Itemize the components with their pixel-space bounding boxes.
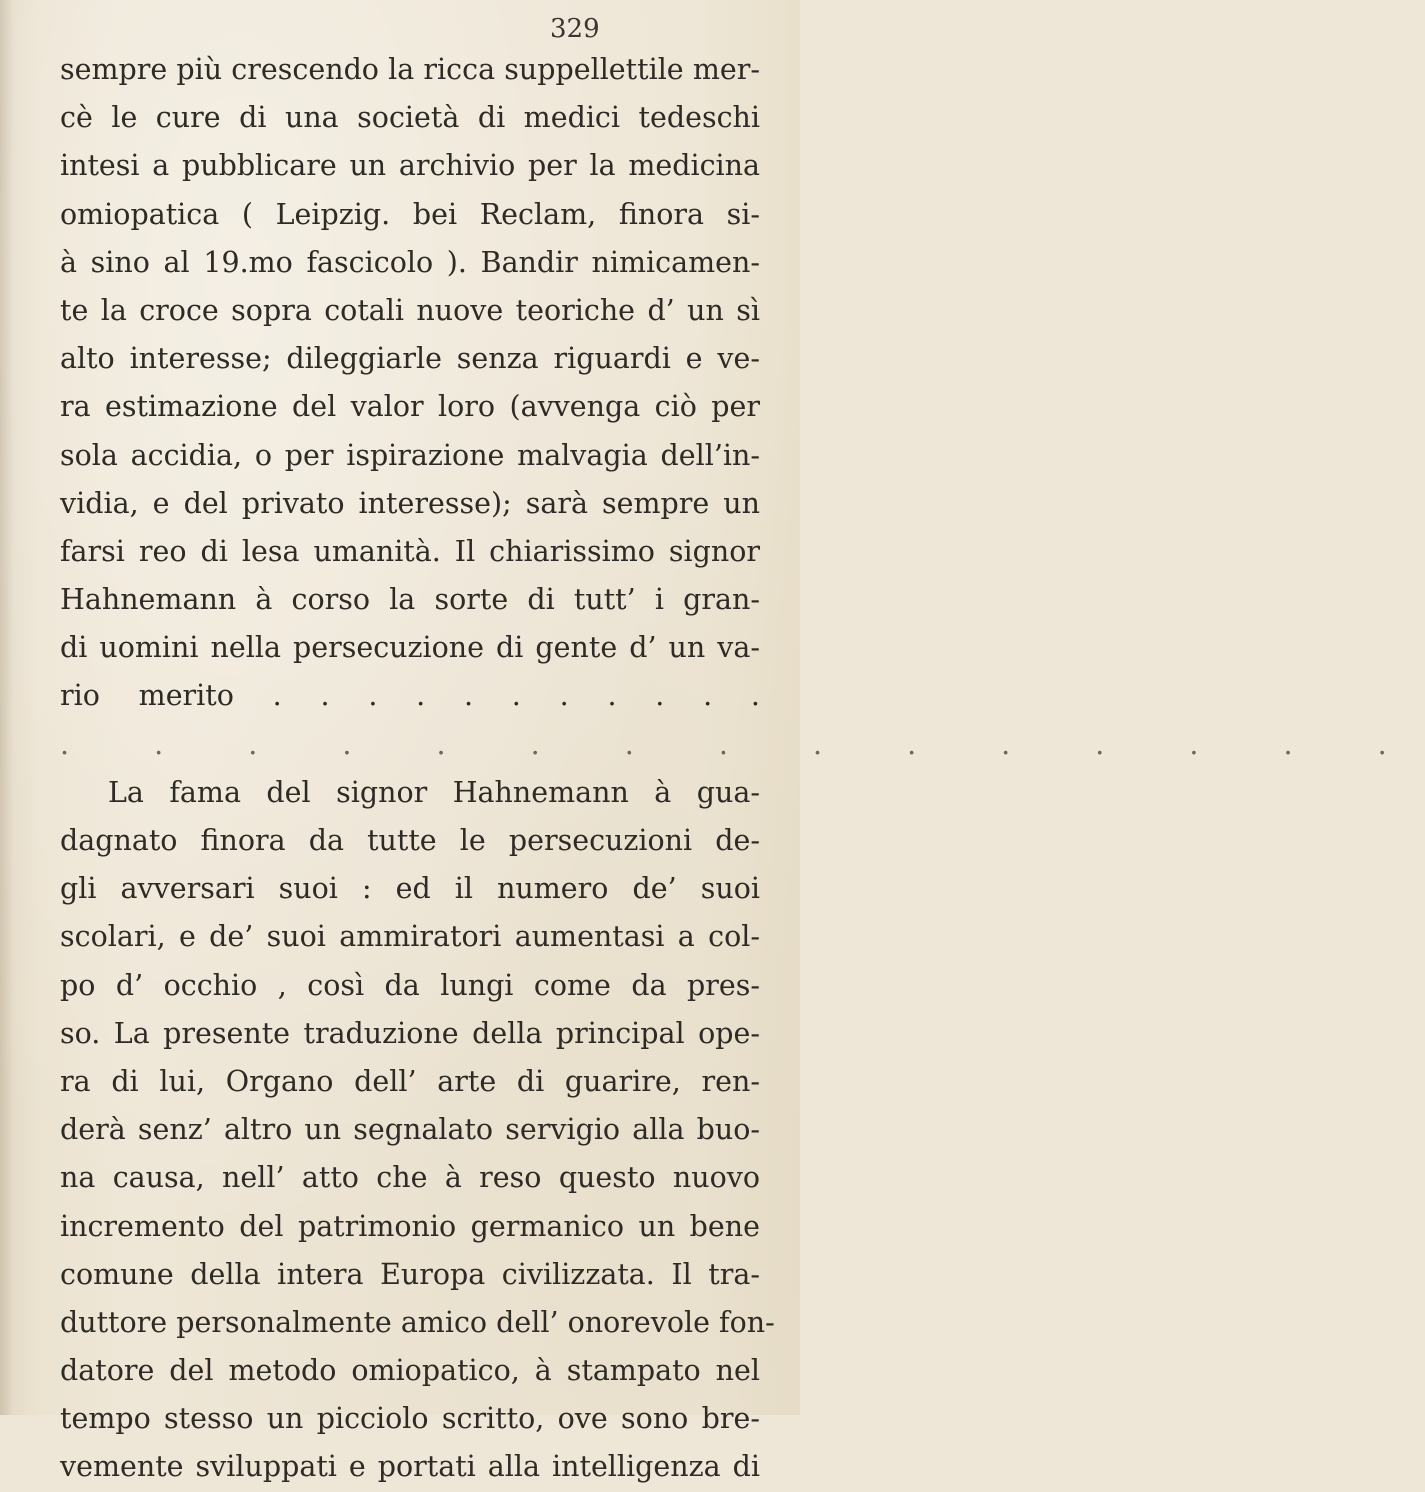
body-text <box>60 46 1425 1492</box>
text-line: dagnato finora da tutte le persecuzioni de- <box>60 824 760 857</box>
text-line: te la croce sopra cotali nuove teoriche d’ un sì <box>60 293 760 327</box>
page-number: 329 <box>550 14 600 44</box>
text-line: sempre più crescendo la ricca suppellettile mer- <box>60 53 760 86</box>
text-line: gli avversari suoi : ed il numero de’ suoi <box>60 872 760 906</box>
text-line: datore del metodo omiopatico, à stampato nel <box>60 1354 760 1388</box>
text-line: omiopatica ( Leipzig. bei Reclam, finora si- <box>60 197 760 231</box>
text-line: scolari, e de’ suoi ammiratori aumentasi a col- <box>60 920 760 954</box>
text-line: na causa, nell’ atto che à reso questo nuovo <box>60 1161 760 1195</box>
text-line: cè le cure di una società di medici tedeschi <box>60 101 760 135</box>
spine-shadow <box>0 0 14 1415</box>
text-line: duttore personalmente amico dell’ onorevole fon- <box>60 1305 775 1339</box>
text-line: rio merito . . . . . . . . . . . <box>60 679 760 713</box>
text-line: ra di lui, Organo dell’ arte di guarire, ren- <box>60 1064 760 1098</box>
text-line: intesi a pubblicare un archivio per la medicina <box>60 149 760 183</box>
text-line: Hahnemann à corso la sorte di tutt’ i gran- <box>60 583 760 617</box>
text-line: comune della intera Europa civilizzata. Il tra- <box>60 1257 760 1291</box>
text-line: ra estimazione del valor loro (avvenga ciò per <box>60 390 760 424</box>
dotted-separator: . . . . . . . . . . . . . . . <box>60 727 1425 761</box>
text-line: di uomini nella persecuzione di gente d’ un va- <box>60 631 760 665</box>
text-line: vemente sviluppati e portati alla intelligenza di <box>60 1450 760 1484</box>
text-line: so. La presente traduzione della principal ope- <box>60 1016 760 1050</box>
text-line: incremento del patrimonio germanico un bene <box>60 1209 760 1243</box>
text-line: vidia, e del privato interesse); sarà sempre un <box>60 486 760 520</box>
text-line: sola accidia, o per ispirazione malvagia dell’in- <box>60 438 760 472</box>
text-line: derà senz’ altro un segnalato servigio alla buo- <box>60 1113 760 1147</box>
text-line: La fama del signor Hahnemann à gua- <box>108 775 760 809</box>
text-line: tempo stesso un picciolo scritto, ove sono bre- <box>60 1402 760 1436</box>
text-line: farsi reo di lesa umanità. Il chiarissimo signor <box>60 534 760 568</box>
text-line: po d’ occhio , così da lungi come da pres- <box>60 968 760 1002</box>
text-line: à sino al 19.mo fascicolo ). Bandir nimicamen- <box>60 245 760 279</box>
text-line: alto interesse; dileggiarle senza riguardi e ve- <box>60 342 760 376</box>
